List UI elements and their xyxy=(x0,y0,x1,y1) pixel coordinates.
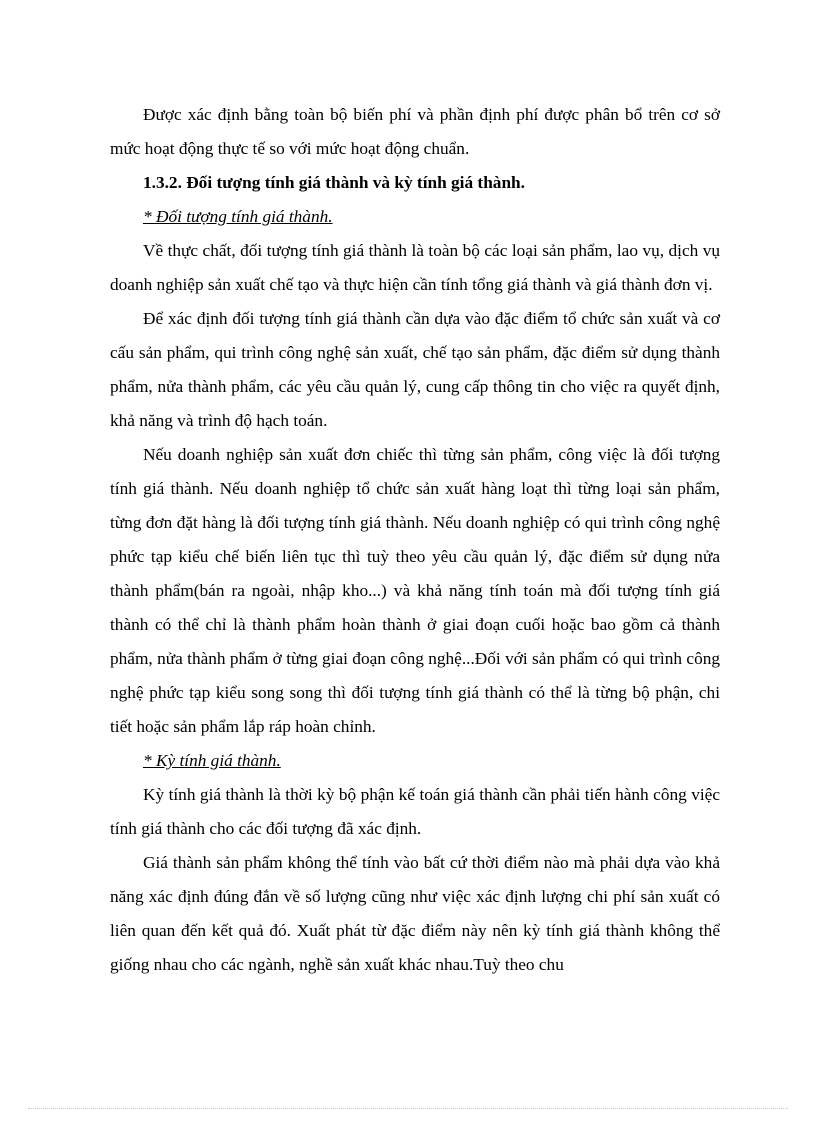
paragraph-intro: Được xác định bằng toàn bộ biến phí và phần định phí được phân bổ trên cơ sở mức hoạt động thực tế so với mức hoạt động chuẩn. xyxy=(110,105,720,158)
page-bottom-divider xyxy=(28,1108,788,1109)
paragraph-cases: Nếu doanh nghiệp sản xuất đơn chiếc thì từng sản phẩm, công việc là đối tượng tính giá thành. Nếu doanh nghiệp tổ chức sản xuất hàng loạt thì từng loại sản phẩm, từng đơn đặt hàng là đối tượng tính giá thành. Nếu doanh nghiệp có qui trình công nghệ phức tạp kiểu chế biến liên tục thì tuỳ theo yêu cầu quản lý, đặc điểm sử dụng nửa thành phẩm(bán ra ngoài, nhập kho...) và khả năng tính toán mà đối tượng tính giá thành có thể chỉ là thành phẩm hoàn thành ở giai đoạn cuối hoặc bao gồm cả thành phẩm, nửa thành phẩm ở từng giai đoạn công nghệ...Đối với sản phẩm có qui trình công nghệ phức tạp kiểu song song thì đối tượng tính giá thành có thể là từng bộ phận, chi tiết hoặc sản phẩm lắp ráp hoàn chỉnh. xyxy=(110,445,720,736)
paragraph-basis: Để xác định đối tượng tính giá thành cần dựa vào đặc điểm tổ chức sản xuất và cơ cấu sản phẩm, qui trình công nghệ sản xuất, chế tạo sản phẩm, đặc điểm sử dụng thành phẩm, nửa thành phẩm, các yêu cầu quản lý, cung cấp thông tin cho việc ra quyết định, khả năng và trình độ hạch toán. xyxy=(110,309,720,430)
paragraph-period-detail: Giá thành sản phẩm không thể tính vào bất cứ thời điểm nào mà phải dựa vào khả năng xác định đúng đắn về số lượng cũng như việc xác định lượng chi phí sản xuất có liên quan đến kết quả đó. Xuất phát từ đặc điểm này nên kỳ tính giá thành không thể giống nhau cho các ngành, nghề sản xuất khác nhau.Tuỳ theo chu xyxy=(110,853,720,974)
subheading-ky-tinh: * Kỳ tính giá thành. xyxy=(143,751,281,770)
page-content xyxy=(110,98,720,982)
subheading-doi-tuong: * Đối tượng tính giá thành. xyxy=(143,207,333,226)
paragraph-period-definition: Kỳ tính giá thành là thời kỳ bộ phận kế toán giá thành cần phải tiến hành công việc tính giá thành cho các đối tượng đã xác định. xyxy=(110,785,720,838)
section-heading: 1.3.2. Đối tượng tính giá thành và kỳ tính giá thành. xyxy=(143,173,525,192)
paragraph-definition: Về thực chất, đối tượng tính giá thành là toàn bộ các loại sản phẩm, lao vụ, dịch vụ doanh nghiệp sản xuất chế tạo và thực hiện cần tính tổng giá thành và giá thành đơn vị. xyxy=(110,241,720,294)
